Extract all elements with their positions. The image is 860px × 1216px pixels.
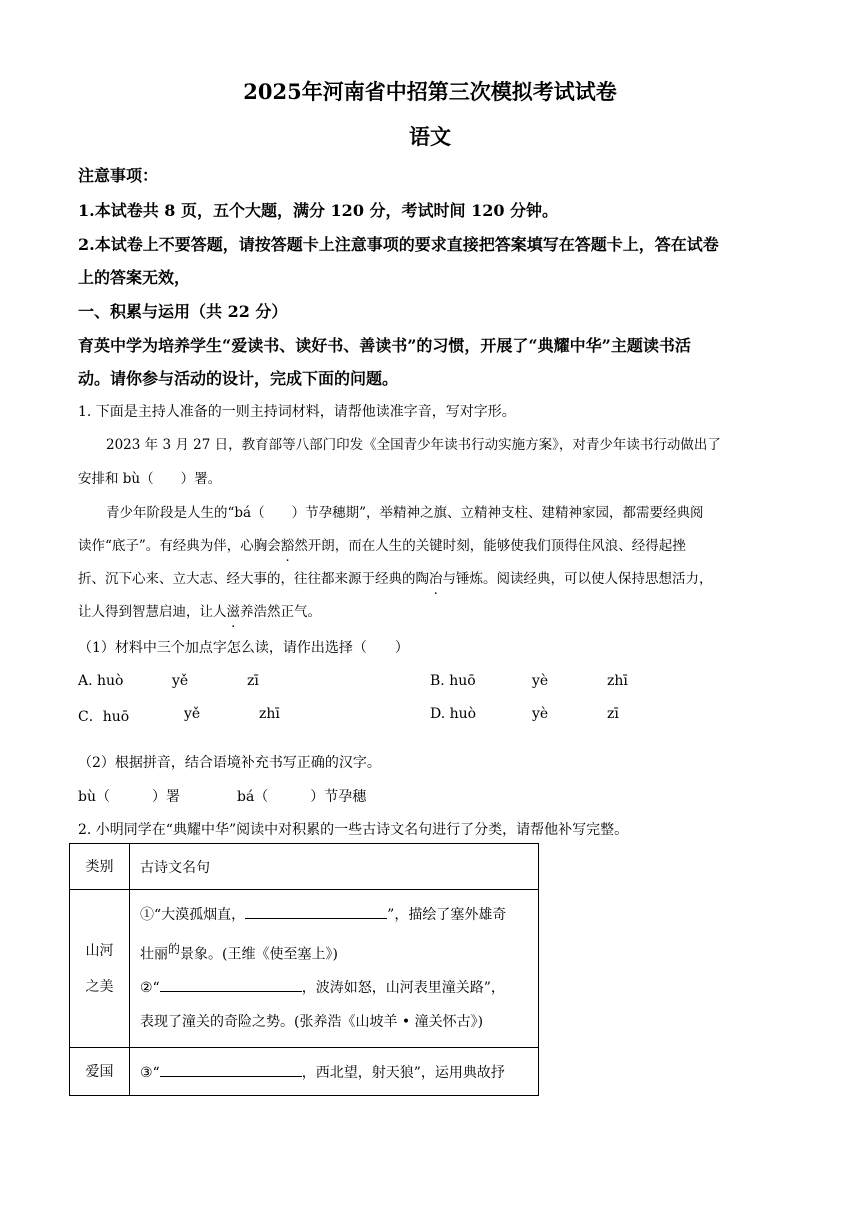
- option-c-label: C．huō: [78, 709, 130, 725]
- section-1-heading: 一、积累与运用（共 22 分）: [78, 302, 288, 321]
- notice-heading: 注意事项：: [78, 166, 159, 185]
- option-d-label: D. huò: [430, 706, 477, 722]
- section-1-intro-line-2: 动。请你参与活动的设计，完成下面的问题。: [78, 369, 399, 388]
- table-category-shanhe: 山河 之美: [70, 890, 130, 1048]
- passage-2-line-2: 读作“底子”。有经典为伴，心胸会豁然开朗，而在人生的关键时刻，能够使我们顶得住风浪、经得起挫: [78, 538, 686, 554]
- answer-blank-1[interactable]: [245, 904, 387, 919]
- option-a-zi: zī: [247, 673, 259, 689]
- table-header-category: 类别: [70, 844, 130, 890]
- exam-subject: 语文: [409, 124, 451, 149]
- option-c-zhi: zhī: [259, 706, 280, 722]
- option-d-zi: zī: [607, 706, 619, 722]
- question-1-stem: 1. 下面是主持人准备的一则主持词材料，请帮他读准字音，写对字形。: [78, 404, 516, 420]
- passage-2-line-4: 让人得到智慧启迪，让人滋养浩然正气。: [78, 604, 321, 620]
- passage-2-line-3: 折、沉下心来、立大志、经大事的，往往都来源于经典的陶冶与锤炼。阅读经典，可以使人保持思想活力，: [78, 571, 713, 587]
- table-category-aiguo: 爱国: [70, 1048, 130, 1096]
- notice-item-2-line-2: 上的答案无效，: [78, 268, 191, 287]
- table-header-content: 古诗文名句: [130, 844, 539, 890]
- option-b-zhi: zhī: [607, 673, 628, 689]
- option-b-label: B. huō: [430, 673, 476, 689]
- option-d-ye: yè: [532, 706, 549, 722]
- notice-item-2-line-1: 2.本试卷上不要答题，请按答题卡上注意事项的要求直接把答案填写在答题卡上，答在试卷: [78, 235, 719, 254]
- dotted-char-zi: 滋: [226, 604, 240, 620]
- dotted-char-ye: 冶: [429, 571, 443, 587]
- answer-blank-2[interactable]: [160, 977, 302, 992]
- passage-2-line-1: 青少年阶段是人生的“bá（ ）节孕穗期”，举精神之旗、立精神支柱、建精神家园，都需要经典阅: [106, 505, 704, 521]
- passage-1-line-2: 安排和 bù（ ）署。: [78, 471, 222, 487]
- question-2-stem: 2. 小明同学在“典耀中华”阅读中对积累的一些古诗文名句进行了分类，请帮他补写完整。: [78, 822, 629, 838]
- sub-question-2: （2）根据拼音，结合语境补充书写正确的汉字。: [78, 755, 381, 771]
- fill-blank-bu: bù（ ）署: [78, 789, 180, 805]
- exam-title: 2025年河南省中招第三次模拟考试试卷: [243, 79, 617, 104]
- option-c-ye: yě: [184, 706, 201, 722]
- table-content-aiguo: ③“ ，西北望，射天狼”，运用典故抒: [130, 1048, 539, 1096]
- answer-blank-3[interactable]: [160, 1062, 302, 1077]
- option-b-ye: yè: [532, 673, 549, 689]
- option-a-ye: yě: [172, 673, 189, 689]
- sub-question-1: （1）材料中三个加点字怎么读，请作出选择（ ）: [78, 640, 409, 656]
- table-content-shanhe: ①“大漠孤烟直， ”，描绘了塞外雄奇 壮丽$^的$景象。(王维《使至塞上》) ②“ ，波涛如怒，山河表里潼关路”， 表现了潼关的奇险之势。(张养浩《山坡羊 • 潼关怀古》): [130, 890, 539, 1048]
- section-1-intro-line-1: 育英中学为培养学生“爱读书、读好书、善读书”的习惯，开展了“典耀中华”主题读书活: [78, 336, 691, 355]
- poem-table: [69, 843, 539, 1096]
- passage-1-line-1: 2023 年 3 月 27 日，教育部等八部门印发《全国青少年读书行动实施方案》，对青少年读书行动做出了: [106, 437, 721, 453]
- dotted-char-huo: 豁: [280, 538, 295, 554]
- notice-item-1: 1.本试卷共 8 页，五个大题，满分 120 分，考试时间 120 分钟。: [78, 201, 559, 220]
- fill-blank-ba: bá（ ）节孕穗: [237, 789, 367, 805]
- option-a-label: A. huò: [78, 673, 124, 689]
